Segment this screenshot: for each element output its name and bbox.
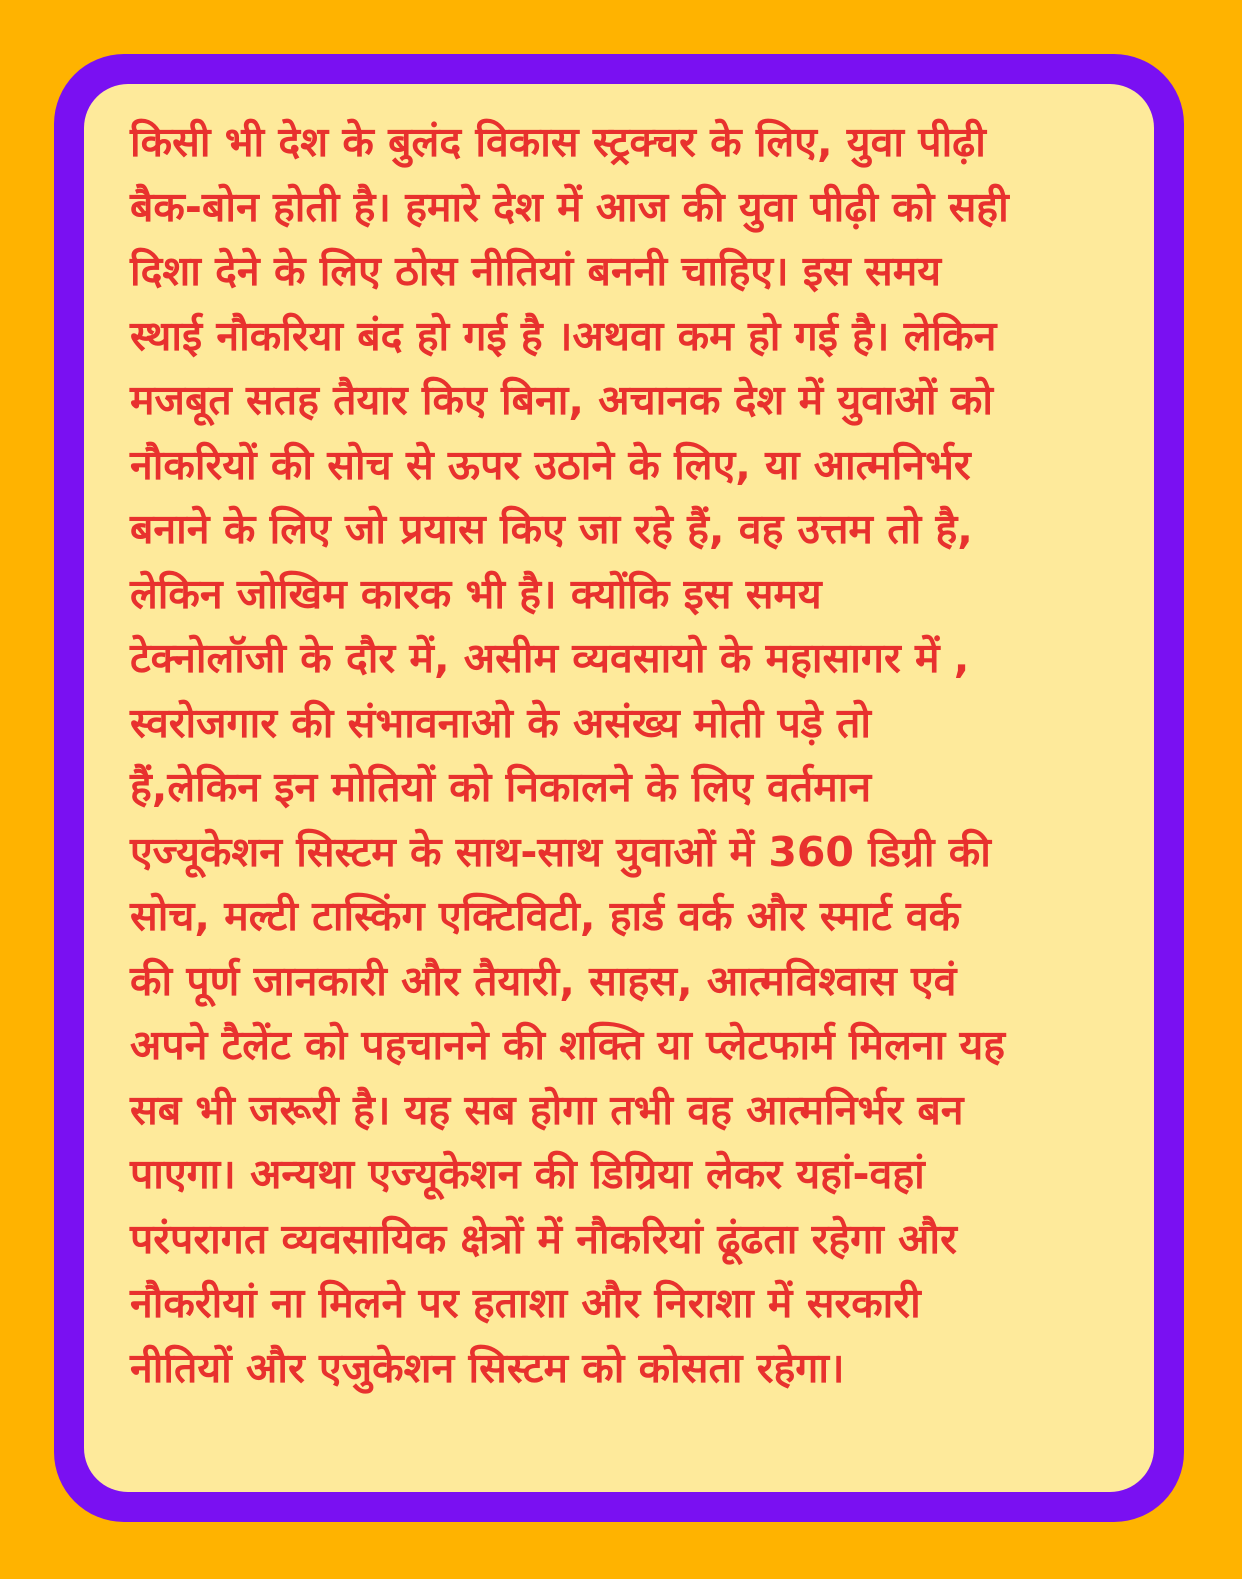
text-line-7: बनाने के लिए जो प्रयास किए जा रहे हैं, वह उत्तम तो है, — [130, 505, 973, 553]
text-line-12: एज्यूकेशन सिस्टम के साथ-साथ युवाओं में 360 डिग्री की — [130, 827, 991, 876]
purple-frame — [54, 54, 1184, 1522]
text-line-3: दिशा देने के लिए ठोस नीतियां बननी चाहिए। इस समय — [130, 247, 942, 295]
text-line-11: हैं,लेकिन इन मोतियों को निकालने के लिए वर्तमान — [130, 763, 872, 811]
text-card — [84, 84, 1154, 1492]
text-line-2: बैक-बोन होती है। हमारे देश में आज की युवा पीढ़ी को सही — [130, 182, 1009, 231]
text-line-9: टेक्नोलॉजी के दौर में, असीम व्यवसायो के महासागर में , — [130, 634, 970, 682]
text-line-6: नौकरियों की सोच से ऊपर उठाने के लिए, या आत्मनिर्भर — [130, 440, 971, 489]
text-line-10: स्वरोजगार की संभावनाओ के असंख्य मोती पड़े तो — [130, 698, 871, 747]
text-line-16: सब भी जरूरी है। यह सब होगा तभी वह आत्मनिर्भर बन — [130, 1085, 964, 1134]
text-line-20: नीतियों और एजुकेशन सिस्टम को कोसता रहेगा। — [130, 1343, 845, 1392]
text-line-18: परंपरागत व्यवसायिक क्षेत्रों में नौकरियां ढूंढता रहेगा और — [130, 1214, 957, 1263]
text-line-15: अपने टैलेंट को पहचानने की शक्ति या प्लेटफार्म मिलना यह — [130, 1021, 1006, 1069]
text-line-4: स्थाई नौकरिया बंद हो गई है ।अथवा कम हो गई है। लेकिन — [130, 311, 997, 360]
text-line-14: की पूर्ण जानकारी और तैयारी, साहस, आत्मविश्वास एवं — [130, 956, 957, 1005]
text-line-1: किसी भी देश के बुलंद विकास स्ट्रक्चर के लिए, युवा पीढ़ी — [130, 118, 986, 166]
text-line-8: लेकिन जोखिम कारक भी है। क्योंकि इस समय — [130, 569, 822, 618]
article-paragraph — [130, 110, 1130, 1400]
text-line-17: पाएगा। अन्यथा एज्यूकेशन की डिग्रिया लेकर यहां-वहां — [130, 1150, 925, 1198]
text-line-13: सोच, मल्टी टास्किंग एक्टिविटी, हार्ड वर्क और स्मार्ट वर्क — [130, 892, 961, 940]
text-line-5: मजबूत सतह तैयार किए बिना, अचानक देश में युवाओं को — [130, 376, 993, 424]
text-line-19: नौकरीयां ना मिलने पर हताशा और निराशा में सरकारी — [130, 1279, 921, 1327]
